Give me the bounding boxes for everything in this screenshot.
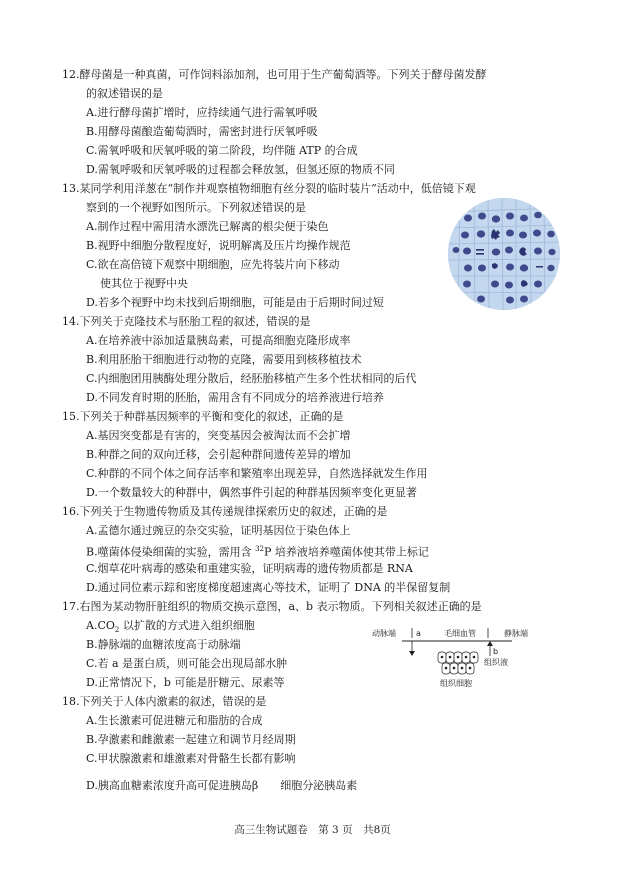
q13-stem-line1: 13.某同学利用洋葱在“制作并观察植物细胞有丝分裂的临时装片”活动中，低倍镜下观: [62, 182, 476, 195]
q13-option-b: B.视野中细胞分散程度好，说明解离及压片均操作规范: [86, 239, 351, 252]
diagram-tissue-fluid: 组织液: [484, 658, 508, 667]
onion-root-tip-micrograph: [448, 198, 560, 310]
q13-option-d: D.若多个视野中均未找到后期细胞，可能是由于后期时间过短: [86, 296, 384, 309]
q17-option-a-pre: A.CO: [86, 619, 115, 632]
diagram-arterial-end: 动脉端: [372, 629, 396, 638]
diagram-label-b: b: [493, 647, 499, 656]
q16-option-b-isotope: 32: [255, 545, 264, 553]
q18-option-c: C.甲状腺激素和雄激素对骨骼生长都有影响: [86, 752, 296, 765]
q13-option-a: A.制作过程中需用清水漂洗已解离的根尖便于染色: [86, 220, 329, 233]
q17-option-a: [86, 619, 255, 637]
diagram-venous-end: 静脉端: [504, 629, 528, 638]
q16-option-b-pre: B.噬菌体侵染细菌的实验，需用含: [86, 545, 256, 559]
q12-option-b: B.用酵母菌酿造葡萄酒时，需密封进行厌氧呼吸: [86, 125, 318, 138]
q12-stem-line2: 的叙述错误的是: [86, 87, 163, 100]
q17-option-b: B.静脉端的血糖浓度高于动脉端: [86, 638, 241, 651]
q12-stem-line1: 12.酵母菌是一种真菌，可作饲料添加剂，也可用于生产葡萄酒等。下列关于酵母菌发酵: [62, 68, 487, 81]
q17-option-a-post: 以扩散的方式进入组织细胞: [119, 619, 255, 632]
q12-option-c: C.需氧呼吸和厌氧呼吸的第二阶段，均伴随 ATP 的合成: [86, 144, 358, 157]
q13-option-c: C.欲在高倍镜下观察中期细胞，应先将装片向下移动: [86, 258, 340, 271]
liver-exchange-diagram: [372, 624, 542, 692]
q18-option-d: D.胰高血糖素浓度升高可促进胰岛β 细胞分泌胰岛素: [86, 779, 358, 792]
q13-option-c-cont: 使其位于视野中央: [100, 277, 188, 290]
diagram-arrowhead-b: [487, 641, 493, 646]
q12-option-d: D.需氧呼吸和厌氧呼吸的过程都会释放氢，但氢还原的物质不同: [86, 163, 395, 176]
q16-stem: 16.下列关于生物遗传物质及其传递规律探索历史的叙述，正确的是: [62, 505, 388, 518]
q14-option-d: D.不同发育时期的胚胎，需用含有不同成分的培养液进行培养: [86, 391, 384, 404]
q17-stem: 17.右图为某动物肝脏组织的物质交换示意图，a、b 表示物质。下列相关叙述正确的是: [62, 600, 482, 613]
q17-option-c: C.若 a 是蛋白质，则可能会出现局部水肿: [86, 657, 288, 670]
q15-option-b: B.种群之间的双向迁移，会引起种群间遗传差异的增加: [86, 448, 351, 461]
q15-option-c: C.种群的不同个体之间存活率和繁殖率出现差异，自然选择就发生作用: [86, 467, 428, 480]
q14-option-a: A.在培养液中添加适量胰岛素，可提高细胞克隆形成率: [86, 334, 351, 347]
q14-option-b: B.利用胚胎干细胞进行动物的克隆，需要用到核移植技术: [86, 353, 362, 366]
diagram-tissue-cell: 组织细胞: [440, 679, 472, 688]
q18-option-b: B.孕激素和雌激素一起建立和调节月经周期: [86, 733, 296, 746]
q12-option-a: A.进行酵母菌扩增时，应持续通气进行需氧呼吸: [86, 106, 318, 119]
q16-option-b-post: P 培养液培养噬菌体使其带上标记: [264, 545, 429, 559]
q13-stem-line2: 察到的一个视野如图所示。下列叙述错误的是: [86, 201, 306, 214]
q16-option-c: C.烟草花叶病毒的感染和重建实验，证明病毒的遗传物质都是 RNA: [86, 562, 413, 575]
q18-stem: 18.下列关于人体内激素的叙述，错误的是: [62, 695, 267, 708]
diagram-arrowhead-a: [409, 651, 415, 656]
q14-stem: 14.下列关于克隆技术与胚胎工程的叙述，错误的是: [62, 315, 311, 328]
q16-option-a: A.孟德尔通过豌豆的杂交实验，证明基因位于染色体上: [86, 524, 351, 537]
q14-option-c: C.内细胞团用胰酶处理分散后，经胚胎移植产生多个性状相同的后代: [86, 372, 417, 385]
q15-option-a: A.基因突变都是有害的，突变基因会被淘汰而不会扩增: [86, 429, 351, 442]
page-footer: 高三生物试题卷 第 3 页 共8页: [234, 824, 391, 836]
q15-option-d: D.一个数量较大的种群中，偶然事件引起的种群基因频率变化更显著: [86, 486, 417, 499]
micrograph-cells: [448, 198, 560, 310]
q15-stem: 15.下列关于种群基因频率的平衡和变化的叙述，正确的是: [62, 410, 344, 423]
q17-option-d: D.正常情况下，b 可能是肝糖元、尿素等: [86, 676, 285, 689]
diagram-label-a: a: [416, 629, 421, 638]
diagram-capillary: 毛细血管: [444, 629, 476, 638]
q17-option-a-sub: 2: [114, 626, 120, 635]
diagram-tissue-cells: [438, 652, 478, 674]
q18-option-a: A.生长激素可促进糖元和脂肪的合成: [86, 714, 263, 727]
q16-option-b: [86, 543, 429, 559]
q16-option-d: D.通过同位素示踪和密度梯度超速离心等技术，证明了 DNA 的半保留复制: [86, 581, 451, 594]
